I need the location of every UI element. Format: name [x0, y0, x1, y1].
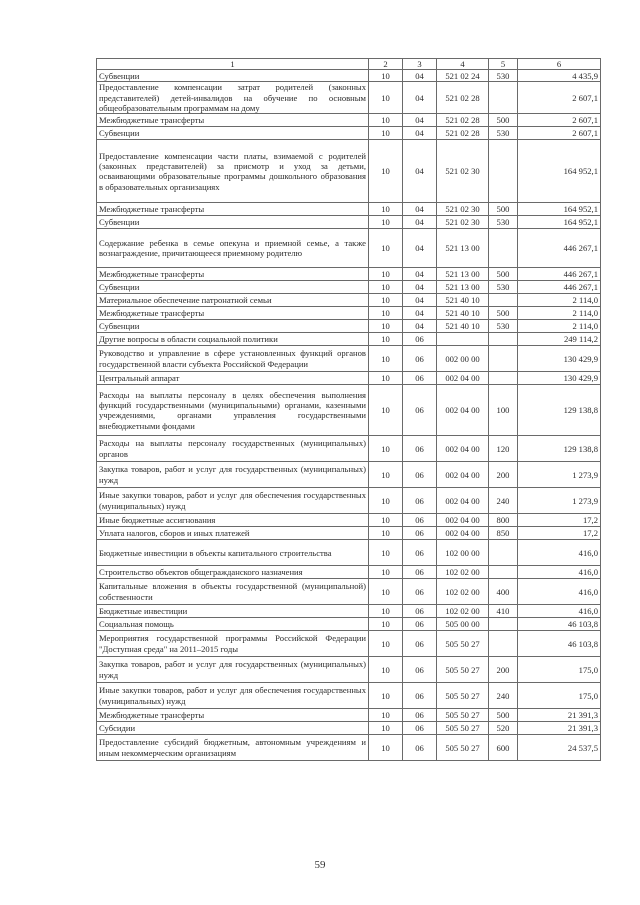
subsection-code: 06: [403, 605, 437, 618]
table-row: [97, 333, 601, 346]
expense-type-code: 500: [489, 709, 518, 722]
amount: 446 267,1: [518, 268, 601, 281]
table-row: [97, 70, 601, 82]
table-row: [97, 709, 601, 722]
subsection-code: 06: [403, 346, 437, 372]
amount: 46 103,8: [518, 618, 601, 631]
table-row: [97, 140, 601, 203]
target-article-code: [437, 333, 489, 346]
section-code: 10: [369, 203, 403, 216]
table-row: [97, 722, 601, 735]
expense-name: Субвенции: [97, 216, 369, 229]
target-article-code: 521 13 00: [437, 268, 489, 281]
section-code: 10: [369, 605, 403, 618]
subsection-code: 04: [403, 70, 437, 82]
target-article-code: 505 50 27: [437, 683, 489, 709]
expense-type-code: 240: [489, 488, 518, 514]
expense-type-code: 100: [489, 385, 518, 436]
subsection-code: 06: [403, 372, 437, 385]
target-article-code: 002 04 00: [437, 462, 489, 488]
subsection-code: 06: [403, 709, 437, 722]
amount: 164 952,1: [518, 216, 601, 229]
target-article-code: 002 04 00: [437, 385, 489, 436]
target-article-code: 002 04 00: [437, 514, 489, 527]
expense-name: Уплата налогов, сборов и иных платежей: [97, 527, 369, 540]
target-article-code: 102 02 00: [437, 605, 489, 618]
table-row: [97, 372, 601, 385]
expense-name: Бюджетные инвестиции в объекты капитального строительства: [97, 540, 369, 566]
amount: 130 429,9: [518, 372, 601, 385]
amount: 2 114,0: [518, 294, 601, 307]
table-row: [97, 735, 601, 761]
expense-name: Другие вопросы в области социальной политики: [97, 333, 369, 346]
amount: 416,0: [518, 540, 601, 566]
subsection-code: 06: [403, 462, 437, 488]
amount: 416,0: [518, 579, 601, 605]
section-code: 10: [369, 114, 403, 127]
subsection-code: 06: [403, 683, 437, 709]
amount: 164 952,1: [518, 203, 601, 216]
amount: 249 114,2: [518, 333, 601, 346]
expense-name: Предоставление компенсации затрат родителей (законных представителей) детей-инвалидов на обучение по основным общеобразовательным программам на дому: [97, 82, 369, 114]
subsection-code: 06: [403, 488, 437, 514]
target-article-code: 521 02 24: [437, 70, 489, 82]
subsection-code: 06: [403, 735, 437, 761]
expense-type-code: 500: [489, 203, 518, 216]
target-article-code: 521 02 28: [437, 127, 489, 140]
target-article-code: 505 50 27: [437, 709, 489, 722]
target-article-code: 505 00 00: [437, 618, 489, 631]
table-row: [97, 268, 601, 281]
amount: 17,2: [518, 514, 601, 527]
section-code: 10: [369, 566, 403, 579]
table-row: [97, 540, 601, 566]
table-row: [97, 683, 601, 709]
expense-type-code: 530: [489, 127, 518, 140]
expense-type-code: 530: [489, 70, 518, 82]
section-code: 10: [369, 618, 403, 631]
subsection-code: 06: [403, 514, 437, 527]
amount: 24 537,5: [518, 735, 601, 761]
target-article-code: 505 50 27: [437, 657, 489, 683]
section-code: 10: [369, 127, 403, 140]
expense-name: Межбюджетные трансферты: [97, 203, 369, 216]
section-code: 10: [369, 657, 403, 683]
target-article-code: 002 00 00: [437, 346, 489, 372]
table-row: [97, 82, 601, 114]
table-row: [97, 618, 601, 631]
table-row: [97, 462, 601, 488]
subsection-code: 04: [403, 320, 437, 333]
table-row: [97, 320, 601, 333]
section-code: 10: [369, 307, 403, 320]
expense-name: Бюджетные инвестиции: [97, 605, 369, 618]
section-code: 10: [369, 631, 403, 657]
section-code: 10: [369, 216, 403, 229]
expense-name: Предоставление субсидий бюджетным, автономным учреждениям и иным некоммерческим организациям: [97, 735, 369, 761]
amount: 416,0: [518, 566, 601, 579]
header-cell: 3: [403, 59, 437, 70]
subsection-code: 04: [403, 307, 437, 320]
subsection-code: 04: [403, 216, 437, 229]
expense-type-code: 850: [489, 527, 518, 540]
amount: 2 607,1: [518, 114, 601, 127]
section-code: 10: [369, 722, 403, 735]
target-article-code: 521 02 30: [437, 140, 489, 203]
target-article-code: 102 00 00: [437, 540, 489, 566]
expense-name: Межбюджетные трансферты: [97, 709, 369, 722]
table-row: [97, 579, 601, 605]
expense-name: Руководство и управление в сфере установленных функций органов государственной власти субъекта Российской Федерации: [97, 346, 369, 372]
table-row: [97, 514, 601, 527]
expense-name: Субвенции: [97, 70, 369, 82]
expense-name: Субвенции: [97, 320, 369, 333]
expense-name: Расходы на выплаты персоналу в целях обеспечения выполнения функций государственными (муниципальными) органами, казенными учреждениями, органами управления государственными внебюджетными фондами: [97, 385, 369, 436]
expense-type-code: 400: [489, 579, 518, 605]
expense-name: Капитальные вложения в объекты государственной (муниципальной) собственности: [97, 579, 369, 605]
expense-type-code: [489, 229, 518, 268]
subsection-code: 04: [403, 82, 437, 114]
expense-name: Субвенции: [97, 127, 369, 140]
target-article-code: 102 02 00: [437, 579, 489, 605]
expense-name: Закупка товаров, работ и услуг для государственных (муниципальных) нужд: [97, 462, 369, 488]
amount: 4 435,9: [518, 70, 601, 82]
expense-type-code: [489, 333, 518, 346]
target-article-code: 521 40 10: [437, 320, 489, 333]
subsection-code: 06: [403, 385, 437, 436]
section-code: 10: [369, 488, 403, 514]
page-number: 59: [314, 859, 326, 871]
expense-type-code: [489, 540, 518, 566]
header-cell: 6: [518, 59, 601, 70]
expense-type-code: [489, 566, 518, 579]
expense-name: Межбюджетные трансферты: [97, 307, 369, 320]
amount: 17,2: [518, 527, 601, 540]
expense-type-code: [489, 631, 518, 657]
expense-type-code: 200: [489, 657, 518, 683]
section-code: 10: [369, 346, 403, 372]
expense-type-code: 530: [489, 320, 518, 333]
subsection-code: 04: [403, 229, 437, 268]
subsection-code: 06: [403, 540, 437, 566]
expense-name: Иные закупки товаров, работ и услуг для обеспечения государственных (муниципальных) нужд: [97, 488, 369, 514]
table-row: [97, 657, 601, 683]
expense-name: Иные закупки товаров, работ и услуг для обеспечения государственных (муниципальных) нужд: [97, 683, 369, 709]
subsection-code: 04: [403, 281, 437, 294]
table-row: [97, 566, 601, 579]
target-article-code: 521 02 28: [437, 82, 489, 114]
table-row: [97, 605, 601, 618]
subsection-code: 04: [403, 114, 437, 127]
subsection-code: 04: [403, 294, 437, 307]
expense-name: Социальная помощь: [97, 618, 369, 631]
table-row: [97, 127, 601, 140]
section-code: 10: [369, 579, 403, 605]
section-code: 10: [369, 229, 403, 268]
target-article-code: 521 40 10: [437, 307, 489, 320]
table-row: [97, 294, 601, 307]
target-article-code: 521 02 30: [437, 216, 489, 229]
target-article-code: 002 04 00: [437, 436, 489, 462]
section-code: 10: [369, 82, 403, 114]
section-code: 10: [369, 385, 403, 436]
expense-type-code: 120: [489, 436, 518, 462]
expense-name: Закупка товаров, работ и услуг для государственных (муниципальных) нужд: [97, 657, 369, 683]
section-code: 10: [369, 70, 403, 82]
expense-type-code: 530: [489, 281, 518, 294]
expense-type-code: [489, 140, 518, 203]
subsection-code: 04: [403, 140, 437, 203]
target-article-code: 505 50 27: [437, 735, 489, 761]
section-code: 10: [369, 527, 403, 540]
header-cell: 2: [369, 59, 403, 70]
amount: 446 267,1: [518, 229, 601, 268]
target-article-code: 505 50 27: [437, 631, 489, 657]
amount: 129 138,8: [518, 436, 601, 462]
amount: 1 273,9: [518, 462, 601, 488]
target-article-code: 002 04 00: [437, 488, 489, 514]
section-code: 10: [369, 140, 403, 203]
amount: 2 607,1: [518, 127, 601, 140]
expense-type-code: 410: [489, 605, 518, 618]
expense-type-code: 200: [489, 462, 518, 488]
expense-name: Межбюджетные трансферты: [97, 268, 369, 281]
expense-name: Субсидии: [97, 722, 369, 735]
header-cell: 5: [489, 59, 518, 70]
expense-name: Расходы на выплаты персоналу государственных (муниципальных) органов: [97, 436, 369, 462]
expense-type-code: [489, 294, 518, 307]
expense-type-code: [489, 372, 518, 385]
table-row: [97, 346, 601, 372]
target-article-code: 002 04 00: [437, 527, 489, 540]
header-cell: 4: [437, 59, 489, 70]
table-row: [97, 488, 601, 514]
target-article-code: 521 02 30: [437, 203, 489, 216]
section-code: 10: [369, 436, 403, 462]
amount: 416,0: [518, 605, 601, 618]
amount: 175,0: [518, 683, 601, 709]
section-code: 10: [369, 462, 403, 488]
target-article-code: 521 02 28: [437, 114, 489, 127]
expense-type-code: 530: [489, 216, 518, 229]
amount: 175,0: [518, 657, 601, 683]
expense-type-code: [489, 346, 518, 372]
section-code: 10: [369, 735, 403, 761]
section-code: 10: [369, 320, 403, 333]
amount: 2 114,0: [518, 307, 601, 320]
expense-name: Предоставление компенсации части платы, взимаемой с родителей (законных представителей) за присмотр и уход за детьми, осваивающими образовательные программы дошкольного образования в образовательных организациях: [97, 140, 369, 203]
budget-table: [96, 58, 601, 761]
expense-type-code: 800: [489, 514, 518, 527]
section-code: 10: [369, 683, 403, 709]
table-row: [97, 631, 601, 657]
amount: 21 391,3: [518, 709, 601, 722]
subsection-code: 06: [403, 333, 437, 346]
section-code: 10: [369, 372, 403, 385]
expense-type-code: 240: [489, 683, 518, 709]
subsection-code: 06: [403, 618, 437, 631]
amount: 1 273,9: [518, 488, 601, 514]
section-code: 10: [369, 540, 403, 566]
expense-name: Материальное обеспечение патронатной семьи: [97, 294, 369, 307]
expense-type-code: [489, 82, 518, 114]
expense-name: Субвенции: [97, 281, 369, 294]
table-row: [97, 307, 601, 320]
amount: 130 429,9: [518, 346, 601, 372]
subsection-code: 06: [403, 579, 437, 605]
table-row: [97, 436, 601, 462]
section-code: 10: [369, 268, 403, 281]
table-header-row: [97, 59, 601, 70]
expense-name: Центральный аппарат: [97, 372, 369, 385]
subsection-code: 06: [403, 566, 437, 579]
subsection-code: 06: [403, 631, 437, 657]
target-article-code: 505 50 27: [437, 722, 489, 735]
subsection-code: 06: [403, 722, 437, 735]
section-code: 10: [369, 709, 403, 722]
subsection-code: 06: [403, 436, 437, 462]
amount: 2 607,1: [518, 82, 601, 114]
target-article-code: 521 13 00: [437, 281, 489, 294]
amount: 129 138,8: [518, 385, 601, 436]
table-row: [97, 527, 601, 540]
table-row: [97, 385, 601, 436]
target-article-code: 002 04 00: [437, 372, 489, 385]
table-row: [97, 281, 601, 294]
expense-name: Строительство объектов общегражданского назначения: [97, 566, 369, 579]
target-article-code: 102 02 00: [437, 566, 489, 579]
table-row: [97, 203, 601, 216]
expense-name: Мероприятия государственной программы Российской Федерации "Доступная среда" на 2011–2015 годы: [97, 631, 369, 657]
table-body: [97, 59, 601, 761]
expense-name: Иные бюджетные ассигнования: [97, 514, 369, 527]
target-article-code: 521 13 00: [437, 229, 489, 268]
subsection-code: 06: [403, 527, 437, 540]
subsection-code: 04: [403, 268, 437, 281]
expense-type-code: [489, 618, 518, 631]
amount: 46 103,8: [518, 631, 601, 657]
expense-type-code: 520: [489, 722, 518, 735]
amount: 21 391,3: [518, 722, 601, 735]
subsection-code: 04: [403, 127, 437, 140]
section-code: 10: [369, 333, 403, 346]
expense-type-code: 500: [489, 114, 518, 127]
table-row: [97, 114, 601, 127]
subsection-code: 06: [403, 657, 437, 683]
table-row: [97, 229, 601, 268]
section-code: 10: [369, 514, 403, 527]
header-cell: 1: [97, 59, 369, 70]
expense-type-code: 500: [489, 307, 518, 320]
expense-type-code: 500: [489, 268, 518, 281]
section-code: 10: [369, 281, 403, 294]
expense-type-code: 600: [489, 735, 518, 761]
expense-name: Содержание ребенка в семье опекуна и приемной семье, а также вознаграждение, причитающееся приемному родителю: [97, 229, 369, 268]
table-row: [97, 216, 601, 229]
expense-name: Межбюджетные трансферты: [97, 114, 369, 127]
subsection-code: 04: [403, 203, 437, 216]
amount: 164 952,1: [518, 140, 601, 203]
amount: 2 114,0: [518, 320, 601, 333]
target-article-code: 521 40 10: [437, 294, 489, 307]
amount: 446 267,1: [518, 281, 601, 294]
section-code: 10: [369, 294, 403, 307]
